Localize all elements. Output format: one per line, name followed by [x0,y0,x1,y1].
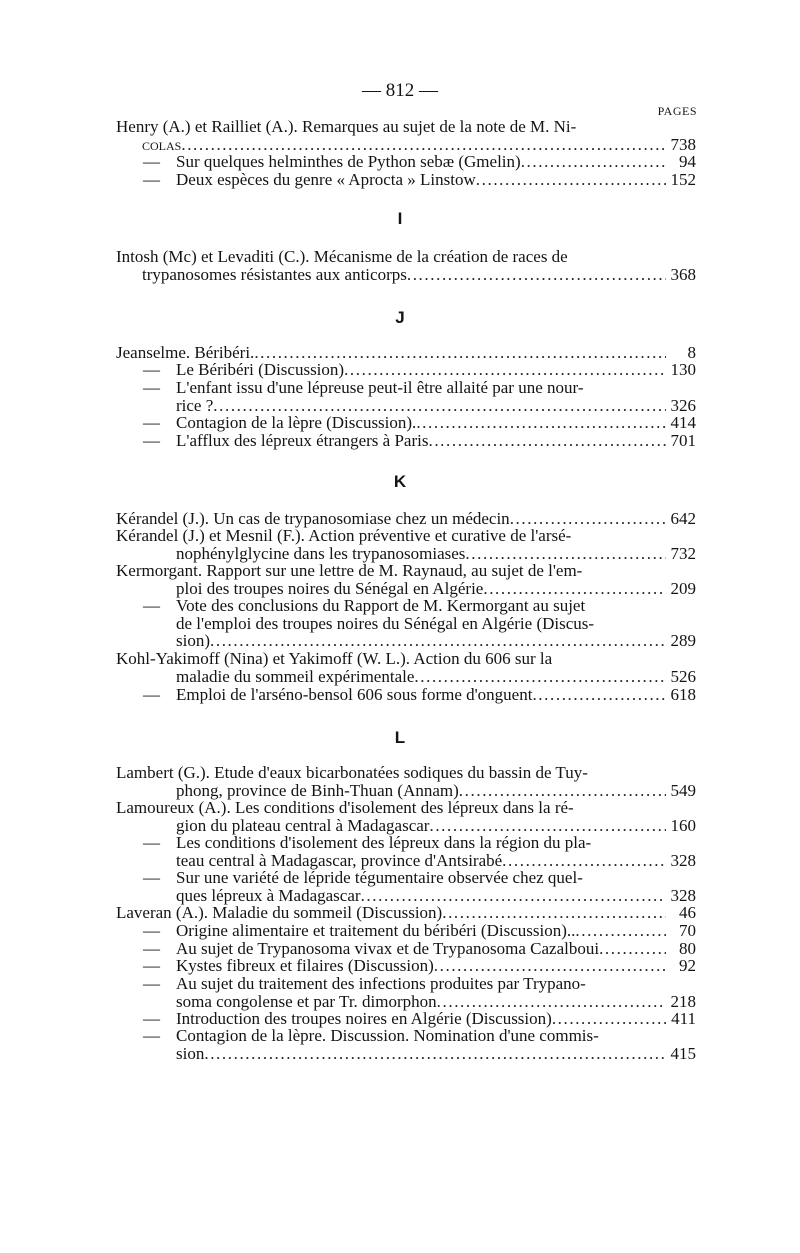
index-entry: Jeanselme. Béribéri. ..... 8 [116,344,696,362]
page-ref: 46 [679,903,696,922]
index-entry: — Kystes fibreux et filaires (Discussion) ..... 92 [116,957,696,975]
page-ref: 70 [679,921,696,940]
index-entry: — Contagion de la lèpre (Discussion). ..... 414 [116,414,696,432]
page-ref: 8 [687,343,696,362]
index-entry: Kérandel (J.). Un cas de trypanosomiase chez un médecin ..... 642 [116,510,696,528]
page-ref: 326 [670,395,696,415]
page-ref: 92 [679,956,696,975]
index-entry: — Sur une variété de lépride tégumentaire observée chez quel- ques lépreux à Madagascar ..... 328 [116,869,696,904]
index-entry: — Contagion de la lèpre. Discussion. Nomination d'une commis- sion ..... 415 [116,1027,696,1062]
section-letter-l: L [394,728,406,747]
page-ref: 94 [679,152,696,171]
page-ref: 328 [670,850,696,870]
page-ref: 289 [670,631,696,650]
page-ref: 642 [670,509,696,528]
section-letter-i: I [397,209,403,228]
page-ref: 368 [670,264,696,284]
index-entry: Lamoureux (A.). Les conditions d'isolement des lépreux dans la ré- gion du plateau central à Madagascar ..... 160 [116,799,696,834]
page-ref: 526 [670,666,696,686]
page-ref: 618 [670,685,696,704]
page-ref: 415 [670,1043,696,1063]
section-letter-k: K [393,472,407,491]
pages-column-label: PAGES [657,104,697,118]
page-ref: 414 [670,413,696,432]
index-entry: Henry (A.) et Railliet (A.). Remarques au sujet de la note de M. Ni- colas ..... 738 [116,118,696,153]
index-entry: — Au sujet du traitement des infections produites par Trypano- soma congolense et par Tr. dimorphon ..... 218 [116,975,696,1010]
index-entry: Intosh (Mc) et Levaditi (C.). Mécanisme de la création de races de trypanosomes résistantes aux anticorps ..... 368 [116,248,696,283]
index-entry: — Introduction des troupes noires en Algérie (Discussion) ..... 411 [116,1010,696,1028]
index-entry: — Sur quelques helminthes de Python sebæ (Gmelin) ..... 94 [116,153,696,171]
page-number: — 812 — [362,80,438,101]
page-ref: 738 [670,134,696,154]
page-ref: 328 [670,885,696,905]
index-entry: Kermorgant. Rapport sur une lettre de M. Raynaud, au sujet de l'em- ploi des troupes noires du Sénégal en Algérie ..... 209 [116,562,696,597]
page-ref: 218 [670,991,696,1011]
page-ref: 152 [670,170,696,189]
page-ref: 80 [679,939,696,958]
index-entry: — Deux espèces du genre « Aprocta » Linstow ..... 152 [116,171,696,189]
index-entry: Kohl-Yakimoff (Nina) et Yakimoff (W. L.). Action du 606 sur la maladie du sommeil expérimentale ..... 526 [116,650,696,685]
index-entry: — Emploi de l'arséno-bensol 606 sous forme d'onguent ..... 618 [116,686,696,704]
index-entry: Kérandel (J.) et Mesnil (F.). Action préventive et curative de l'arsé- nophénylglycine dans les trypanosomiases ..... 732 [116,527,696,562]
index-entry: — L'afflux des lépreux étrangers à Paris ..... 701 [116,432,696,450]
index-entry: — Le Béribéri (Discussion) ..... 130 [116,361,696,379]
page-ref: 411 [671,1009,696,1028]
index-entry: — Vote des conclusions du Rapport de M. Kermorgant au sujet de l'emploi des troupes noires du Sénégal en Algérie (Discus- sion) ..... 289 [116,597,696,650]
index-entry: Laveran (A.). Maladie du sommeil (Discussion) ..... 46 [116,904,696,922]
index-entry: — Origine alimentaire et traitement du béribéri (Discussion).. ..... 70 [116,922,696,940]
index-entry: — Au sujet de Trypanosoma vivax et de Trypanosoma Cazalboui ..... 80 [116,940,696,958]
section-letter-j: J [395,308,405,327]
index-entry: — L'enfant issu d'une lépreuse peut-il être allaité par une nour- rice ? ..... 326 [116,379,696,414]
index-entry: Lambert (G.). Etude d'eaux bicarbonatées sodiques du bassin de Tuy- phong, province de Binh-Thuan (Annam) ..... 549 [116,764,696,799]
page-ref: 160 [670,815,696,835]
page-ref: 209 [670,578,696,598]
page-ref: 701 [670,431,696,450]
page-ref: 549 [670,780,696,800]
page-ref: 130 [670,360,696,379]
page-ref: 732 [670,543,696,563]
index-entry: — Les conditions d'isolement des lépreux dans la région du pla- teau central à Madagascar, province d'Antsirabé ..... 328 [116,834,696,869]
